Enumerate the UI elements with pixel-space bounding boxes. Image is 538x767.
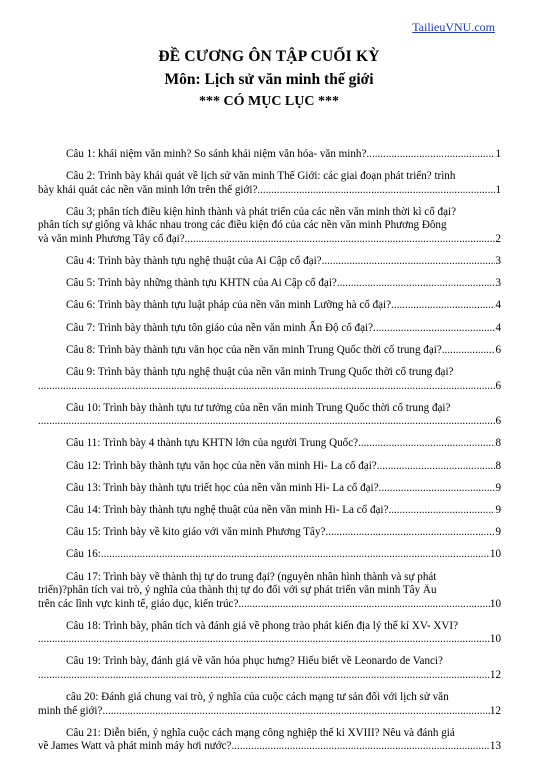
toc-leader-dots (38, 633, 490, 647)
toc-page-number: 6 (495, 343, 501, 356)
toc-leader-dots (232, 740, 490, 754)
toc-entry[interactable] (38, 571, 501, 612)
toc-entry[interactable] (38, 526, 501, 540)
toc-leader-dots (325, 526, 495, 540)
toc-leader-dots (337, 277, 496, 291)
subject-title: Môn: Lịch sử văn minh thế giới (164, 71, 374, 88)
toc-page-number: 4 (495, 299, 501, 312)
toc-page-number: 4 (495, 321, 501, 334)
toc-entry-text: Câu 5: Trình bày những thành tựu KHTN của Ai Cập cổ đại? (66, 277, 337, 290)
toc-entry-text: Câu 14: Trình bày thành tựu nghệ thuật của nền văn minh Hi- La cổ đại? (66, 503, 389, 516)
toc-entry-text: Câu 4: Trình bày thành tựu nghệ thuật của Ai Cập cổ đại? (66, 255, 322, 268)
toc-label: *** CÓ MỤC LỤC *** (199, 94, 339, 109)
toc-entry[interactable] (38, 277, 501, 291)
toc-entry-text: phân tích sự giống và khác nhau trong các điều kiện đó của các nền văn minh Phương Đông (38, 219, 447, 232)
toc-page-number: 9 (495, 526, 501, 539)
toc-entry[interactable] (38, 170, 501, 197)
toc-entry[interactable] (38, 344, 501, 358)
toc-page-number: 3 (495, 255, 501, 268)
toc-entry-text: về James Watt và phát minh máy hơi nước? (38, 740, 232, 753)
toc-entry[interactable] (38, 691, 501, 718)
toc-page-number: 9 (495, 481, 501, 494)
toc-entry-text: Câu 19: Trình bày, đánh giá về văn hóa phục hưng? Hiểu biết về Leonardo de Vanci? (66, 655, 443, 668)
toc-entry-text: trên các lĩnh vực kinh tế, giáo dục, kiến trúc? (38, 597, 239, 610)
toc-entry[interactable] (38, 206, 501, 247)
toc-entry-text: Câu 13: Trình bày thành tựu triết học của nền văn minh Hi- La cổ đại? (66, 481, 379, 494)
toc-page-number: 10 (489, 597, 501, 610)
toc-leader-dots (377, 460, 496, 474)
toc-entry-text: và văn minh Phương Tây cổ đại? (38, 232, 185, 245)
toc-entry[interactable] (38, 299, 501, 313)
toc-leader-dots (257, 184, 495, 198)
toc-page-number: 1 (495, 148, 501, 160)
toc-entry-text: triển)?phân tích vai trò, ý nghĩa của thành thị tự do đối với sự phát triển văn minh Tây Âu (38, 584, 437, 596)
toc-leader-dots (238, 598, 490, 612)
toc-leader-dots (442, 344, 496, 358)
toc-entry[interactable] (38, 255, 501, 269)
toc-entry[interactable] (38, 548, 501, 562)
toc-entry-text: Câu 21: Diễn biến, ý nghĩa cuộc cách mạng công nghiệp thế kỉ XVIII? Nêu và đánh giá (66, 726, 455, 739)
toc-leader-dots (38, 380, 495, 394)
toc-entry[interactable] (38, 322, 501, 336)
toc-entry-text: Câu 6: Trình bày thành tựu luật pháp của nền văn minh Lưỡng hà cổ đại? (66, 299, 392, 312)
toc-page-number: 6 (495, 379, 501, 392)
toc-entry-text: Câu 1: khái niệm văn minh? So sánh khái niệm văn hóa- văn minh? (66, 148, 367, 160)
toc-entry[interactable] (38, 437, 501, 451)
toc-entry-text: bày khái quát các nền văn minh lớn trên thế giới? (38, 183, 258, 196)
toc-page-number: 8 (495, 437, 501, 450)
toc-entry[interactable] (38, 620, 501, 647)
toc-entry-text: Câu 18: Trình bày, phân tích và đánh giá về phong trào phát kiến địa lý thế kỉ XV- XVI? (66, 619, 459, 632)
document-title: ĐỀ CƯƠNG ÔN TẬP CUỐI KỲ (158, 48, 380, 65)
toc-entry[interactable] (38, 402, 501, 429)
toc-entry[interactable] (38, 727, 501, 754)
table-of-contents (38, 148, 501, 762)
toc-entry-text: Câu 15: Trình bày về kito giáo với văn minh Phương Tây? (66, 526, 326, 539)
toc-leader-dots (101, 548, 490, 562)
site-watermark-link[interactable]: TailieuVNU.com (412, 20, 495, 34)
toc-page-number: 9 (495, 503, 501, 516)
toc-page-number: 13 (489, 740, 501, 753)
toc-entry-text: Câu 7: Trình bày thành tựu tôn giáo của nền văn minh Ấn Độ cổ đại? (66, 321, 374, 334)
toc-page-number: 3 (495, 277, 501, 290)
toc-leader-dots (38, 415, 495, 429)
toc-entry-text: Câu 9: Trình bày thành tựu nghệ thuật của nền văn minh Trung Quốc thời cổ trung đại? (66, 366, 454, 378)
toc-entry-text: Câu 17: Trình bày về thành thị tự do trung đại? (nguyên nhân hình thành và sự phát (66, 570, 437, 583)
toc-entry-text: Câu 2: Trình bày khái quát về lịch sử văn minh Thế Giới: các giai đoạn phát triển? trình (66, 170, 456, 183)
toc-page-number: 10 (489, 548, 501, 561)
toc-page-number: 1 (495, 183, 501, 196)
toc-leader-dots (38, 669, 490, 683)
toc-entry-text: Câu 10: Trình bày thành tựu tư tưởng của nền văn minh Trung Quốc thời cổ trung đại? (66, 401, 451, 414)
toc-entry-text: Câu 12: Trình bày thành tựu văn học của nền văn minh Hi- La cổ đại? (66, 459, 377, 472)
toc-page-number: 8 (495, 459, 501, 472)
toc-leader-dots (388, 504, 495, 518)
toc-page-number: 10 (489, 633, 501, 646)
toc-leader-dots (373, 322, 495, 336)
toc-leader-dots (379, 482, 496, 496)
toc-leader-dots (366, 148, 495, 162)
toc-entry-text: Câu 8: Trình bày thành tựu văn học của nền văn minh Trung Quốc thời cổ trung đại? (66, 343, 442, 356)
toc-entry[interactable] (38, 655, 501, 682)
toc-leader-dots (391, 299, 495, 313)
toc-entry-text: Câu 11: Trình bày 4 thành tựu KHTN lớn của người Trung Quốc? (66, 437, 359, 450)
toc-leader-dots (102, 705, 489, 719)
toc-entry-text: câu 20: Đánh giá chung vai trò, ý nghĩa của cuộc cách mạng tư sản đối với lịch sử văn (66, 691, 449, 704)
toc-entry[interactable] (38, 482, 501, 496)
toc-page-number: 6 (495, 415, 501, 428)
toc-entry-text: Câu 3; phân tích điều kiện hình thành và phát triển của các nền văn minh thời kì cổ đại? (66, 205, 457, 218)
toc-page-number: 2 (495, 232, 501, 245)
toc-entry[interactable] (38, 460, 501, 474)
toc-entry-text: Câu 16: (66, 548, 101, 561)
toc-leader-dots (185, 233, 496, 247)
toc-leader-dots (322, 255, 496, 269)
toc-page-number: 12 (489, 668, 501, 681)
toc-entry[interactable] (38, 148, 501, 162)
toc-entry-text: minh thế giới? (38, 704, 103, 717)
toc-page-number: 12 (489, 704, 501, 717)
toc-entry[interactable] (38, 366, 501, 393)
toc-leader-dots (358, 437, 495, 451)
toc-entry[interactable] (38, 504, 501, 518)
